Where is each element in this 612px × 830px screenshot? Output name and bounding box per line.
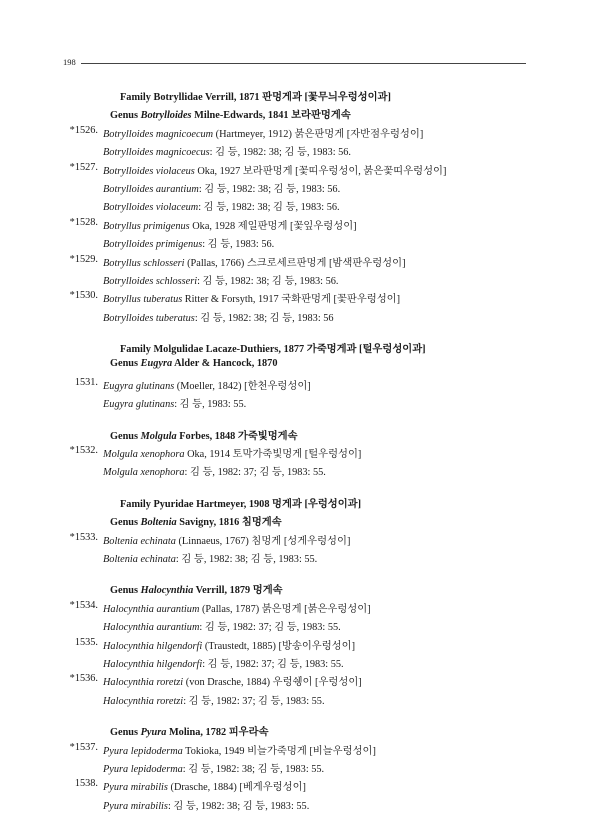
synonym-citation: : 김 등, 1982: 37; 김 등, 1983: 55.	[202, 658, 344, 670]
species-number: 1535.	[74, 636, 98, 648]
synonym-name: Botrylloides aurantium	[103, 183, 199, 195]
synonym-citation: : 김 등, 1983: 56.	[202, 239, 275, 251]
species-line	[0, 217, 612, 235]
species-line	[0, 290, 612, 308]
species-author: Oka, 1928 제일판멍게 [꽃잎우렁성이]	[189, 220, 357, 232]
species-entry	[103, 162, 446, 177]
species-number: 1538.	[74, 778, 98, 790]
species-author: Ritter & Forsyth, 1917 국화판멍게 [꽃판우렁성이]	[182, 294, 401, 306]
synonym-entry	[103, 309, 334, 324]
species-entry	[103, 600, 371, 615]
synonym-name: Botrylloides schlosseri	[103, 275, 198, 287]
genus-author: Molina, 1782 피우라속	[166, 727, 269, 739]
genus-name: Eugyra	[140, 358, 173, 370]
species-number: *1537.	[69, 741, 98, 753]
synonym-entry	[103, 463, 326, 478]
syn-line	[0, 797, 612, 815]
synonym-name: Pyura lepidoderma	[103, 763, 183, 775]
syn-line	[0, 692, 612, 710]
taxonomy-list	[0, 88, 612, 815]
genus-line	[0, 581, 612, 599]
genus-heading	[110, 106, 351, 121]
synonym-name: Botrylloides magnicoecus	[103, 147, 210, 159]
family-line	[0, 340, 612, 358]
species-author: (Pallas, 1787) 붉은멍게 [붉은우렁성이]	[199, 603, 371, 615]
species-entry	[103, 445, 361, 460]
species-author: (Traustedt, 1885) [방송이우렁성이]	[202, 640, 356, 652]
genus-author: Alder & Hancock, 1870	[172, 358, 278, 370]
species-author: (Hartmeyer, 1912) 붉은판멍게 [자반점우렁성이]	[213, 128, 424, 140]
species-entry	[103, 673, 362, 688]
species-number: *1533.	[69, 531, 98, 543]
species-line	[0, 532, 612, 550]
species-number: *1530.	[69, 290, 98, 302]
syn-line	[0, 272, 612, 290]
genus-line	[0, 358, 612, 376]
genus-label: Genus	[110, 585, 141, 597]
species-name: Pyura lepidoderma	[103, 745, 183, 757]
synonym-entry	[103, 395, 246, 410]
genus-line	[0, 427, 612, 445]
synonym-citation: : 김 등, 1982: 38; 김 등, 1983: 56.	[198, 183, 341, 195]
synonym-name: Botrylloides primigenus	[103, 239, 203, 251]
species-line	[0, 673, 612, 691]
species-author: (von Drasche, 1884) 우렁쉥이 [우렁성이]	[183, 677, 362, 689]
genus-line	[0, 723, 612, 741]
synonym-citation: : 김 등, 1982: 38; 김 등, 1983: 56.	[209, 147, 351, 159]
genus-label: Genus	[110, 430, 141, 442]
species-number: 1531.	[74, 376, 98, 388]
species-entry	[103, 377, 311, 392]
species-line	[0, 377, 612, 395]
synonym-citation: : 김 등, 1982: 37; 김 등, 1983: 55.	[199, 622, 341, 634]
family-heading: Family Molgulidae Lacaze-Duthiers, 1877 가죽멍게과 [털우렁성이과]	[120, 344, 426, 356]
syn-line	[0, 235, 612, 253]
genus-name: Molgula	[140, 430, 177, 442]
syn-line	[0, 550, 612, 568]
species-number: *1526.	[69, 124, 98, 136]
species-line	[0, 445, 612, 463]
species-name: Botrylloides violaceus	[103, 165, 195, 177]
synonym-name: Botrylloides violaceum	[103, 202, 199, 214]
syn-line	[0, 309, 612, 327]
family-line	[0, 88, 612, 106]
section-gap	[0, 710, 612, 723]
species-author: (Moeller, 1842) [한천우렁성이]	[174, 380, 311, 392]
synonym-citation: : 김 등, 1982: 38; 김 등, 1983: 56.	[198, 202, 340, 214]
genus-name: Pyura	[140, 727, 167, 739]
species-entry	[103, 637, 355, 652]
synonym-name: Botrylloides tuberatus	[103, 312, 195, 324]
species-name: Botryllus schlosseri	[103, 257, 185, 269]
species-entry	[103, 290, 400, 305]
synonym-entry	[103, 692, 325, 707]
synonym-entry	[103, 235, 274, 250]
synonym-name: Halocynthia aurantium	[103, 622, 200, 634]
species-name: Halocynthia aurantium	[103, 603, 200, 615]
species-name: Eugyra glutinans	[103, 380, 175, 392]
syn-line	[0, 760, 612, 778]
synonym-name: Halocynthia hilgendorfi	[103, 658, 203, 670]
family-heading: Family Botryllidae Verrill, 1871 판멍게과 [꽃무늬우렁성이과]	[120, 92, 391, 103]
syn-line	[0, 395, 612, 413]
genus-heading	[110, 723, 269, 738]
species-line	[0, 637, 612, 655]
synonym-citation: : 김 등, 1982: 38; 김 등, 1983: 55.	[167, 800, 310, 812]
species-number: *1536.	[69, 673, 98, 685]
synonym-entry	[103, 618, 341, 633]
synonym-entry	[103, 550, 317, 565]
species-name: Pyura mirabilis	[103, 782, 168, 794]
synonym-citation: : 김 등, 1982: 38; 김 등, 1983: 55.	[182, 763, 325, 775]
syn-line	[0, 180, 612, 198]
species-number: *1534.	[69, 599, 98, 611]
section-gap	[0, 482, 612, 495]
page-number: 198	[63, 57, 76, 67]
genus-name: Botrylloides	[140, 110, 192, 122]
synonym-entry	[103, 198, 340, 213]
page-header	[63, 57, 526, 71]
synonym-name: Eugyra glutinans	[103, 399, 175, 411]
genus-heading	[110, 513, 282, 528]
section-gap	[0, 327, 612, 340]
species-entry	[103, 125, 423, 140]
species-name: Botryllus primigenus	[103, 220, 190, 232]
species-line	[0, 162, 612, 180]
genus-label: Genus	[110, 110, 141, 122]
species-author: Oka, 1927 보라판멍게 [꽃띠우렁성이, 붉은꽃띠우렁성이]	[194, 165, 447, 177]
synonym-entry	[103, 797, 309, 812]
synonym-entry	[103, 180, 340, 195]
genus-name: Halocynthia	[140, 585, 194, 597]
species-author: Oka, 1914 토막가죽빛멍게 [털우렁성이]	[184, 449, 362, 461]
syn-line	[0, 198, 612, 216]
genus-author: Verrill, 1879 멍게속	[193, 585, 283, 597]
species-name: Halocynthia hilgendorfi	[103, 640, 203, 652]
species-author: (Pallas, 1766) 스크로세르판멍게 [밤색판우렁성이]	[184, 257, 406, 269]
family-heading: Family Pyuridae Hartmeyer, 1908 멍게과 [우렁성이과]	[120, 498, 362, 510]
genus-heading	[110, 358, 277, 369]
species-number: *1532.	[69, 445, 98, 457]
species-line	[0, 742, 612, 760]
genus-author: Savigny, 1816 침멍게속	[176, 517, 282, 529]
header-rule	[81, 63, 526, 64]
species-author: (Linnaeus, 1767) 침멍게 [성게우렁성이]	[175, 535, 351, 547]
synonym-citation: : 김 등, 1982: 38; 김 등, 1983: 55.	[175, 553, 318, 565]
genus-label: Genus	[110, 727, 141, 739]
genus-name: Boltenia	[140, 517, 177, 529]
species-name: Boltenia echinata	[103, 535, 176, 547]
genus-line	[0, 106, 612, 124]
species-name: Molgula xenophora	[103, 449, 185, 461]
species-number: *1528.	[69, 216, 98, 228]
section-gap	[0, 414, 612, 427]
species-author: Tokioka, 1949 비늘가죽멍게 [비늘우렁성이]	[182, 745, 376, 757]
species-number: *1529.	[69, 253, 98, 265]
family-line	[0, 495, 612, 513]
species-line	[0, 125, 612, 143]
syn-line	[0, 143, 612, 161]
species-entry	[103, 532, 350, 547]
synonym-entry	[103, 143, 351, 158]
synonym-name: Molgula xenophora	[103, 467, 185, 479]
species-entry	[103, 254, 406, 269]
species-entry	[103, 217, 357, 232]
synonym-citation: : 김 등, 1982: 38; 김 등, 1983: 56.	[197, 275, 339, 287]
genus-label: Genus	[110, 358, 141, 370]
genus-heading	[110, 581, 283, 596]
species-number: *1527.	[69, 161, 98, 173]
synonym-citation: : 김 등, 1983: 55.	[174, 399, 247, 411]
genus-author: Forbes, 1848 가죽빛멍게속	[176, 430, 298, 442]
species-entry	[103, 778, 306, 793]
syn-line	[0, 655, 612, 673]
genus-label: Genus	[110, 517, 141, 529]
species-line	[0, 778, 612, 796]
syn-line	[0, 463, 612, 481]
genus-author: Milne-Edwards, 1841 보라판멍게속	[191, 110, 351, 122]
syn-line	[0, 618, 612, 636]
species-author: (Drasche, 1884) [베게우렁성이]	[167, 782, 306, 794]
species-name: Botrylloides magnicoecum	[103, 128, 214, 140]
synonym-entry	[103, 272, 338, 287]
synonym-citation: : 김 등, 1982: 37; 김 등, 1983: 55.	[184, 467, 326, 479]
genus-line	[0, 513, 612, 531]
synonym-citation: : 김 등, 1982: 37; 김 등, 1983: 55.	[183, 695, 325, 707]
synonym-name: Halocynthia roretzi	[103, 695, 184, 707]
genus-heading	[110, 427, 298, 442]
synonym-citation: : 김 등, 1982: 38; 김 등, 1983: 56	[194, 312, 334, 324]
section-gap	[0, 568, 612, 581]
species-name: Halocynthia roretzi	[103, 677, 184, 689]
synonym-entry	[103, 655, 344, 670]
synonym-entry	[103, 760, 324, 775]
species-name: Botryllus tuberatus	[103, 294, 183, 306]
species-line	[0, 600, 612, 618]
species-line	[0, 254, 612, 272]
species-entry	[103, 742, 376, 757]
synonym-name: Pyura mirabilis	[103, 800, 168, 812]
synonym-name: Boltenia echinata	[103, 553, 176, 565]
